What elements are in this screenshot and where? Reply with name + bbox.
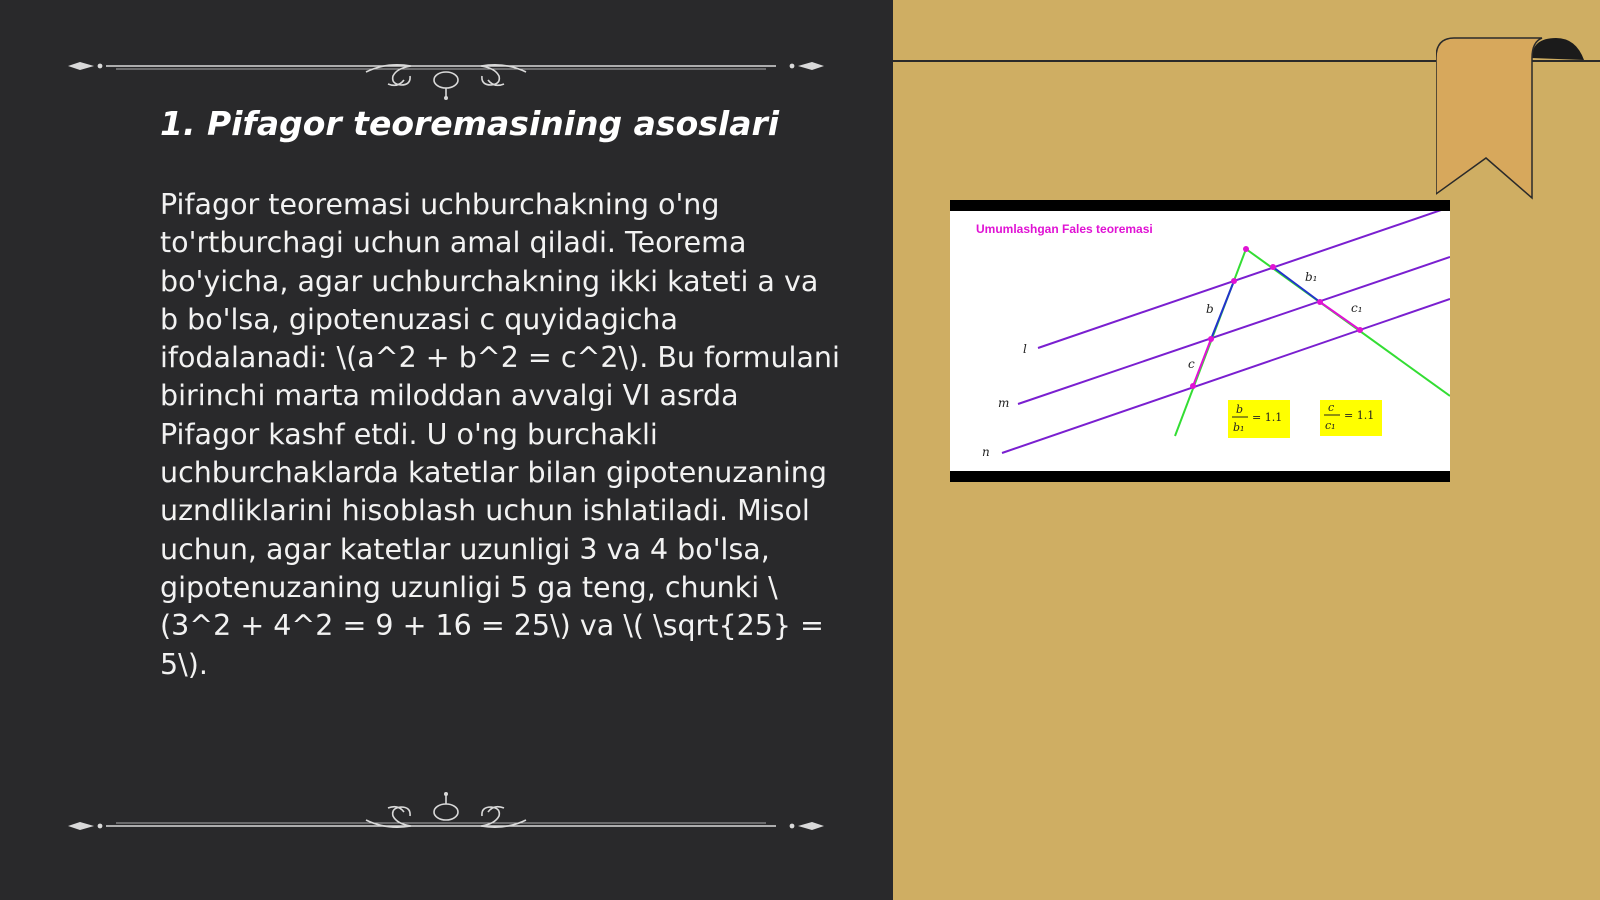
figure-title: Umumlashgan Fales teoremasi (976, 222, 1153, 236)
segment-label-b1: b₁ (1305, 270, 1318, 284)
segment-label-c: c (1188, 357, 1195, 371)
line-label-l: l (1023, 342, 1027, 356)
ornament-bottom-divider-icon (66, 770, 826, 830)
slide-body-text: Pifagor teoremasi uchburchakning o'ng to'rtburchagi uchun amal qiladi. Teorema bo'yicha, agar uchburchakning ikki kateti a va b bo'lsa, gipotenuzasi c quyidagicha ifodalanadi: \(a^2 + b^2 = c^2\). Bu formulani birinchi marta miloddan avvalgi VI asrda Pifagor kashf etdi. U o'ng burchakli uchburchaklarda katetlar bilan gipotenuzaning uzndliklarini hisoblash uchun ishlatiladi. Misol uchun, agar katetlar uzunligi 3 va 4 bo'lsa, gipotenuzaning uzunligi 5 ga teng, chunki \(3^2 + 4^2 = 9 + 16 = 25\) va \( \sqrt{25} = 5\). (160, 188, 840, 681)
slide-title: 1. Pifagor teoremasining asoslari (160, 104, 780, 143)
ratio-2-value: = 1.1 (1344, 409, 1375, 422)
ratio-1-numerator: b (1236, 403, 1244, 416)
segment-c (1193, 339, 1211, 386)
point-n-left (1190, 383, 1196, 389)
figure-diagram (950, 211, 1450, 471)
thales-theorem-figure (950, 200, 1450, 482)
ratio-2-numerator: c (1328, 401, 1335, 414)
ratio-1-value: = 1.1 (1252, 411, 1283, 424)
point-l-right (1270, 264, 1276, 270)
point-l-left (1231, 278, 1237, 284)
line-label-n: n (982, 445, 990, 459)
point-m-left (1208, 336, 1214, 342)
parallel-line-n (1002, 299, 1450, 453)
segment-label-b: b (1206, 302, 1214, 316)
ratio-2-denominator: c₁ (1325, 419, 1336, 432)
segment-b (1211, 281, 1234, 339)
ratio-1-denominator: b₁ (1233, 421, 1245, 434)
ornament-top-divider-icon (66, 40, 826, 100)
segment-label-c1: c₁ (1351, 301, 1363, 315)
point-vertex (1243, 246, 1249, 252)
line-label-m: m (998, 396, 1010, 410)
point-m-right (1317, 299, 1323, 305)
bookmark-ribbon-icon (1436, 36, 1586, 200)
point-n-right (1357, 327, 1363, 333)
figure-canvas (950, 211, 1450, 471)
